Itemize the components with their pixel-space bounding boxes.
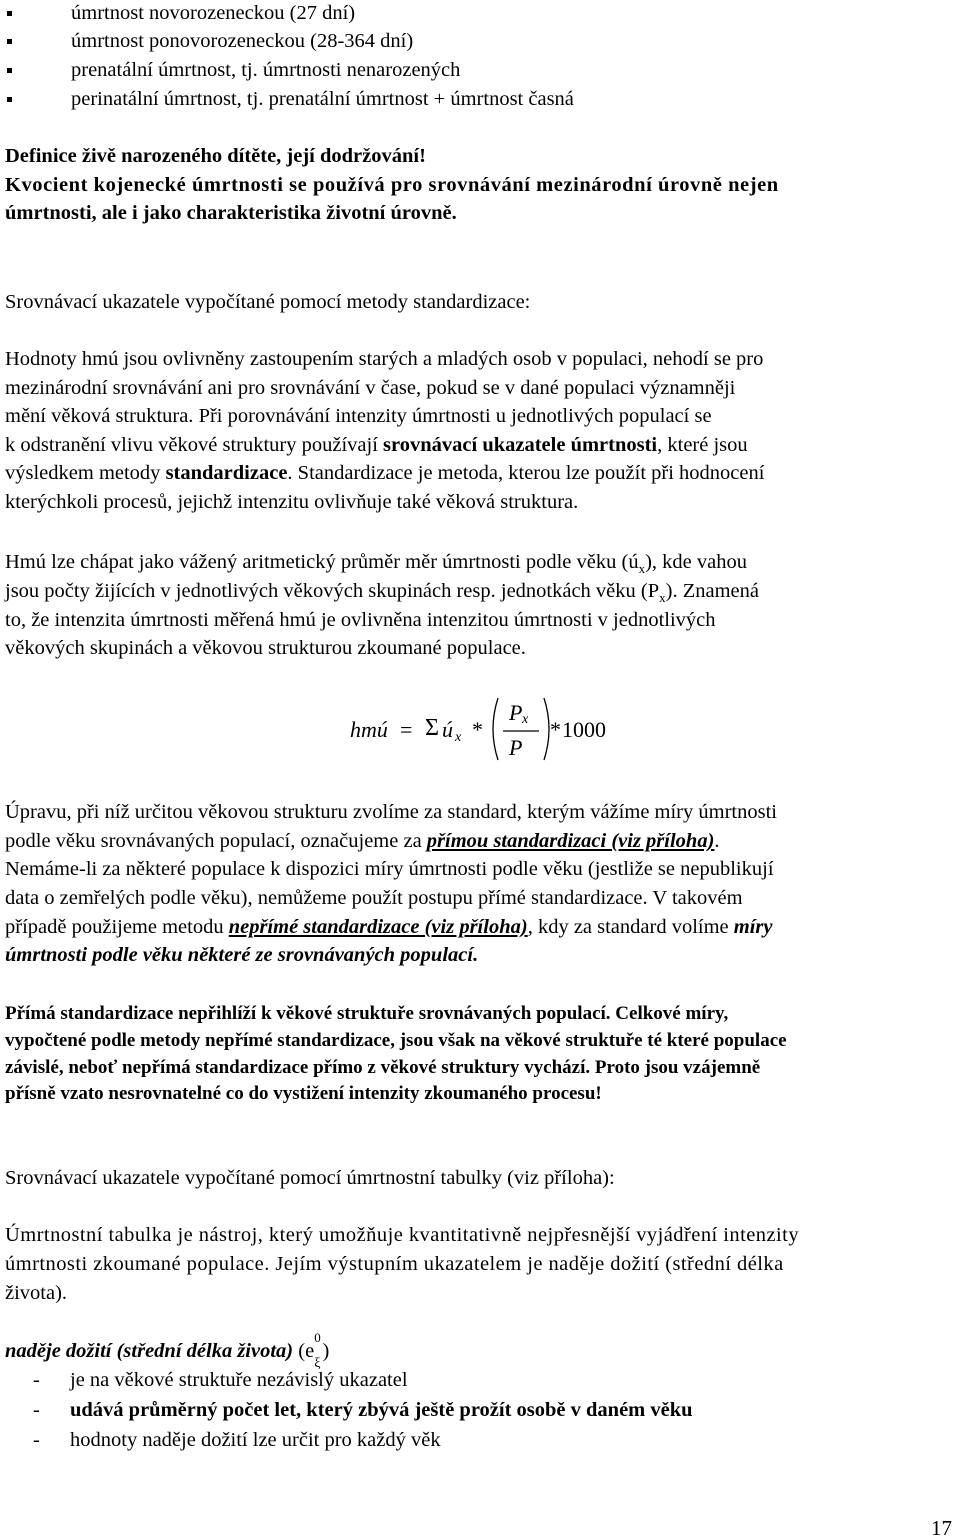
text-span: . Standardizace je metoda, kterou lze použít při hodnocení — [287, 462, 765, 484]
paragraph-line: Úpravu, při níž určitou věkovou strukturu zvolíme za standard, kterým vážíme míry úmrtnosti — [5, 801, 777, 823]
text-span: výsledkem metody — [5, 462, 166, 484]
paragraph-line: Hodnoty hmú jsou ovlivněny zastoupením starých a mladých osob v populaci, nehodí se pro — [5, 348, 764, 370]
paragraph-line: kterýchkoli procesů, jejichž intenzitu ovlivňuje také věková struktura. — [5, 491, 579, 513]
text-span: případě použijeme metodu — [5, 916, 229, 938]
bullet-icon — [7, 97, 12, 102]
formula-numerator-sub: x — [522, 712, 529, 727]
paragraph-line: Kvocient kojenecké úmrtnosti se používá pro srovnávání mezinárodní úrovně nejen — [5, 174, 779, 196]
bullet-icon — [7, 68, 12, 73]
bold-term: srovnávací ukazatele úmrtnosti — [383, 434, 658, 456]
paragraph-line: závislé, neboť nepřímá standardizace přímo z věkové struktury vychází. Proto jsou vzájemně — [5, 1057, 761, 1078]
text-span: Hmú lze chápat jako vážený aritmetický průměr měr úmrtnosti podle věku (ú — [5, 551, 639, 573]
bullet-icon — [7, 11, 12, 16]
paragraph-line — [5, 552, 747, 575]
formula-denominator: P — [509, 735, 523, 760]
text-span: ) — [322, 1340, 330, 1362]
paragraph-line: přísně vzato nesrovnatelné co do vystižení intenzity zkoumaného procesu! — [5, 1083, 602, 1104]
formula-constant: 1000 — [562, 717, 606, 742]
formula-multiply: * — [472, 717, 483, 742]
emphasis-term: nepřímé standardizace (viz příloha) — [228, 916, 528, 938]
text-span: . — [714, 830, 720, 852]
list-item-text: prenatální úmrtnost, tj. úmrtnosti nenarozených — [71, 59, 461, 81]
text-span: podle věku srovnávaných populací, označujeme za — [5, 830, 427, 852]
sum-icon: Σ — [425, 715, 439, 741]
formula-lhs: hmú — [350, 717, 388, 742]
bullet-icon — [7, 39, 12, 44]
paragraph-line — [5, 406, 712, 427]
paragraph-line — [5, 831, 720, 852]
dash-icon: - — [33, 1429, 40, 1451]
section-heading: Srovnávací ukazatele vypočítané pomocí metody standardizace: — [5, 291, 531, 313]
text-span: Při porovnávání intenzity úmrtnosti u jednotlivých populací se — [193, 405, 712, 427]
list-item-text: hodnoty naděje dožití lze určit pro každý věk — [70, 1429, 441, 1451]
text-span: mění věková struktura. — [5, 405, 194, 427]
subscript: x — [638, 561, 646, 577]
text-span: ), kde vahou — [645, 551, 747, 573]
formula-equals: = — [400, 717, 413, 742]
paragraph-line — [5, 581, 759, 604]
formula — [350, 694, 620, 764]
subscript: ξ — [314, 1356, 321, 1372]
formula-u-sub: x — [455, 730, 462, 745]
list-item — [33, 1429, 441, 1451]
formula-numerator: P — [509, 700, 523, 725]
dash-icon: - — [33, 1369, 40, 1391]
list-item-text: úmrtnost novorozeneckou (27 dní) — [71, 2, 356, 24]
paragraph-line: to, že intenzita úmrtnosti měřená hmú je ovlivněna intenzitou úmrtnosti v jednotlivých — [5, 609, 716, 631]
paragraph-line: Nemáme-li za některé populace k dispozici míry úmrtnosti podle věku (jestliže se nepublikují — [5, 858, 774, 880]
paragraph-line — [5, 435, 748, 456]
text-span: k odstranění vlivu věkové struktury používají — [5, 434, 384, 456]
text-span: ). Znamená — [665, 580, 759, 602]
formula-multiply: * — [550, 717, 561, 742]
text-span: jsou počty žijících v jednotlivých věkových skupinách resp. jednotkách věku (P — [5, 580, 660, 602]
paragraph-line: úmrtnosti, ale i jako charakteristika životní úrovně. — [5, 202, 457, 224]
paragraph-line: věkových skupinách a věkovou strukturou zkoumané populace. — [5, 637, 526, 659]
paragraph-line: data o zemřelých podle věku), nemůžeme použít postupu přímé standardizace. V takovém — [5, 887, 743, 909]
superscript: 0 — [314, 1330, 321, 1345]
paragraph-line — [5, 1330, 330, 1372]
list-item-text: je na věkové struktuře nezávislý ukazatel — [70, 1369, 408, 1391]
emphasis-term: míry — [733, 916, 773, 938]
list-item-text: úmrtnost ponovorozeneckou (28-364 dní) — [71, 30, 414, 52]
emphasis-term: přímou standardizaci (viz příloha) — [426, 830, 715, 852]
paragraph-line: mezinárodní srovnávání ani pro srovnávání v čase, pokud se v dané populaci významněji — [5, 377, 736, 399]
section-heading: Srovnávací ukazatele vypočítané pomocí úmrtnostní tabulky (viz příloha): — [5, 1167, 615, 1189]
bold-term: standardizace — [165, 462, 288, 484]
paragraph-line — [5, 463, 764, 484]
formula-u: ú — [442, 717, 453, 742]
list-item-text: udává průměrný počet let, který zbývá ještě prožít osobě v daném věku — [70, 1399, 693, 1421]
text-span: , které jsou — [657, 434, 748, 456]
paragraph-line: vypočtené podle metody nepřímé standardizace, jsou však na věkové struktuře té které populace — [5, 1030, 787, 1051]
list-item-text: perinatální úmrtnost, tj. prenatální úmrtnost + úmrtnost časná — [71, 88, 574, 110]
subscript: x — [659, 590, 666, 606]
paragraph-line — [5, 917, 773, 938]
list-item — [33, 1369, 408, 1391]
paragraph-line: života). — [5, 1282, 68, 1304]
paragraph-line: Úmrtnostní tabulka je nástroj, který umožňuje kvantitativně nejpřesnější vyjádření intenzity — [5, 1224, 800, 1246]
paragraph-line: Přímá standardizace nepřihlíží k věkové struktuře srovnávaných populací. Celkové míry, — [5, 1003, 729, 1024]
paragraph-line: úmrtnosti podle věku některé ze srovnávaných populací. — [5, 944, 479, 966]
paragraph-line: Definice živě narozeného dítěte, její dodržování! — [5, 145, 426, 167]
list-item — [33, 1399, 693, 1421]
text-span: , kdy za standard volíme — [527, 916, 734, 938]
emphasis-term: naděje dožití (střední délka života) — [5, 1340, 294, 1362]
text-span: (e — [293, 1340, 315, 1362]
page-number: 17 — [931, 1516, 952, 1540]
paragraph-line: úmrtnosti zkoumané populace. Jejím výstupním ukazatelem je naděje dožití (střední délka — [5, 1253, 784, 1275]
dash-icon: - — [33, 1399, 40, 1421]
